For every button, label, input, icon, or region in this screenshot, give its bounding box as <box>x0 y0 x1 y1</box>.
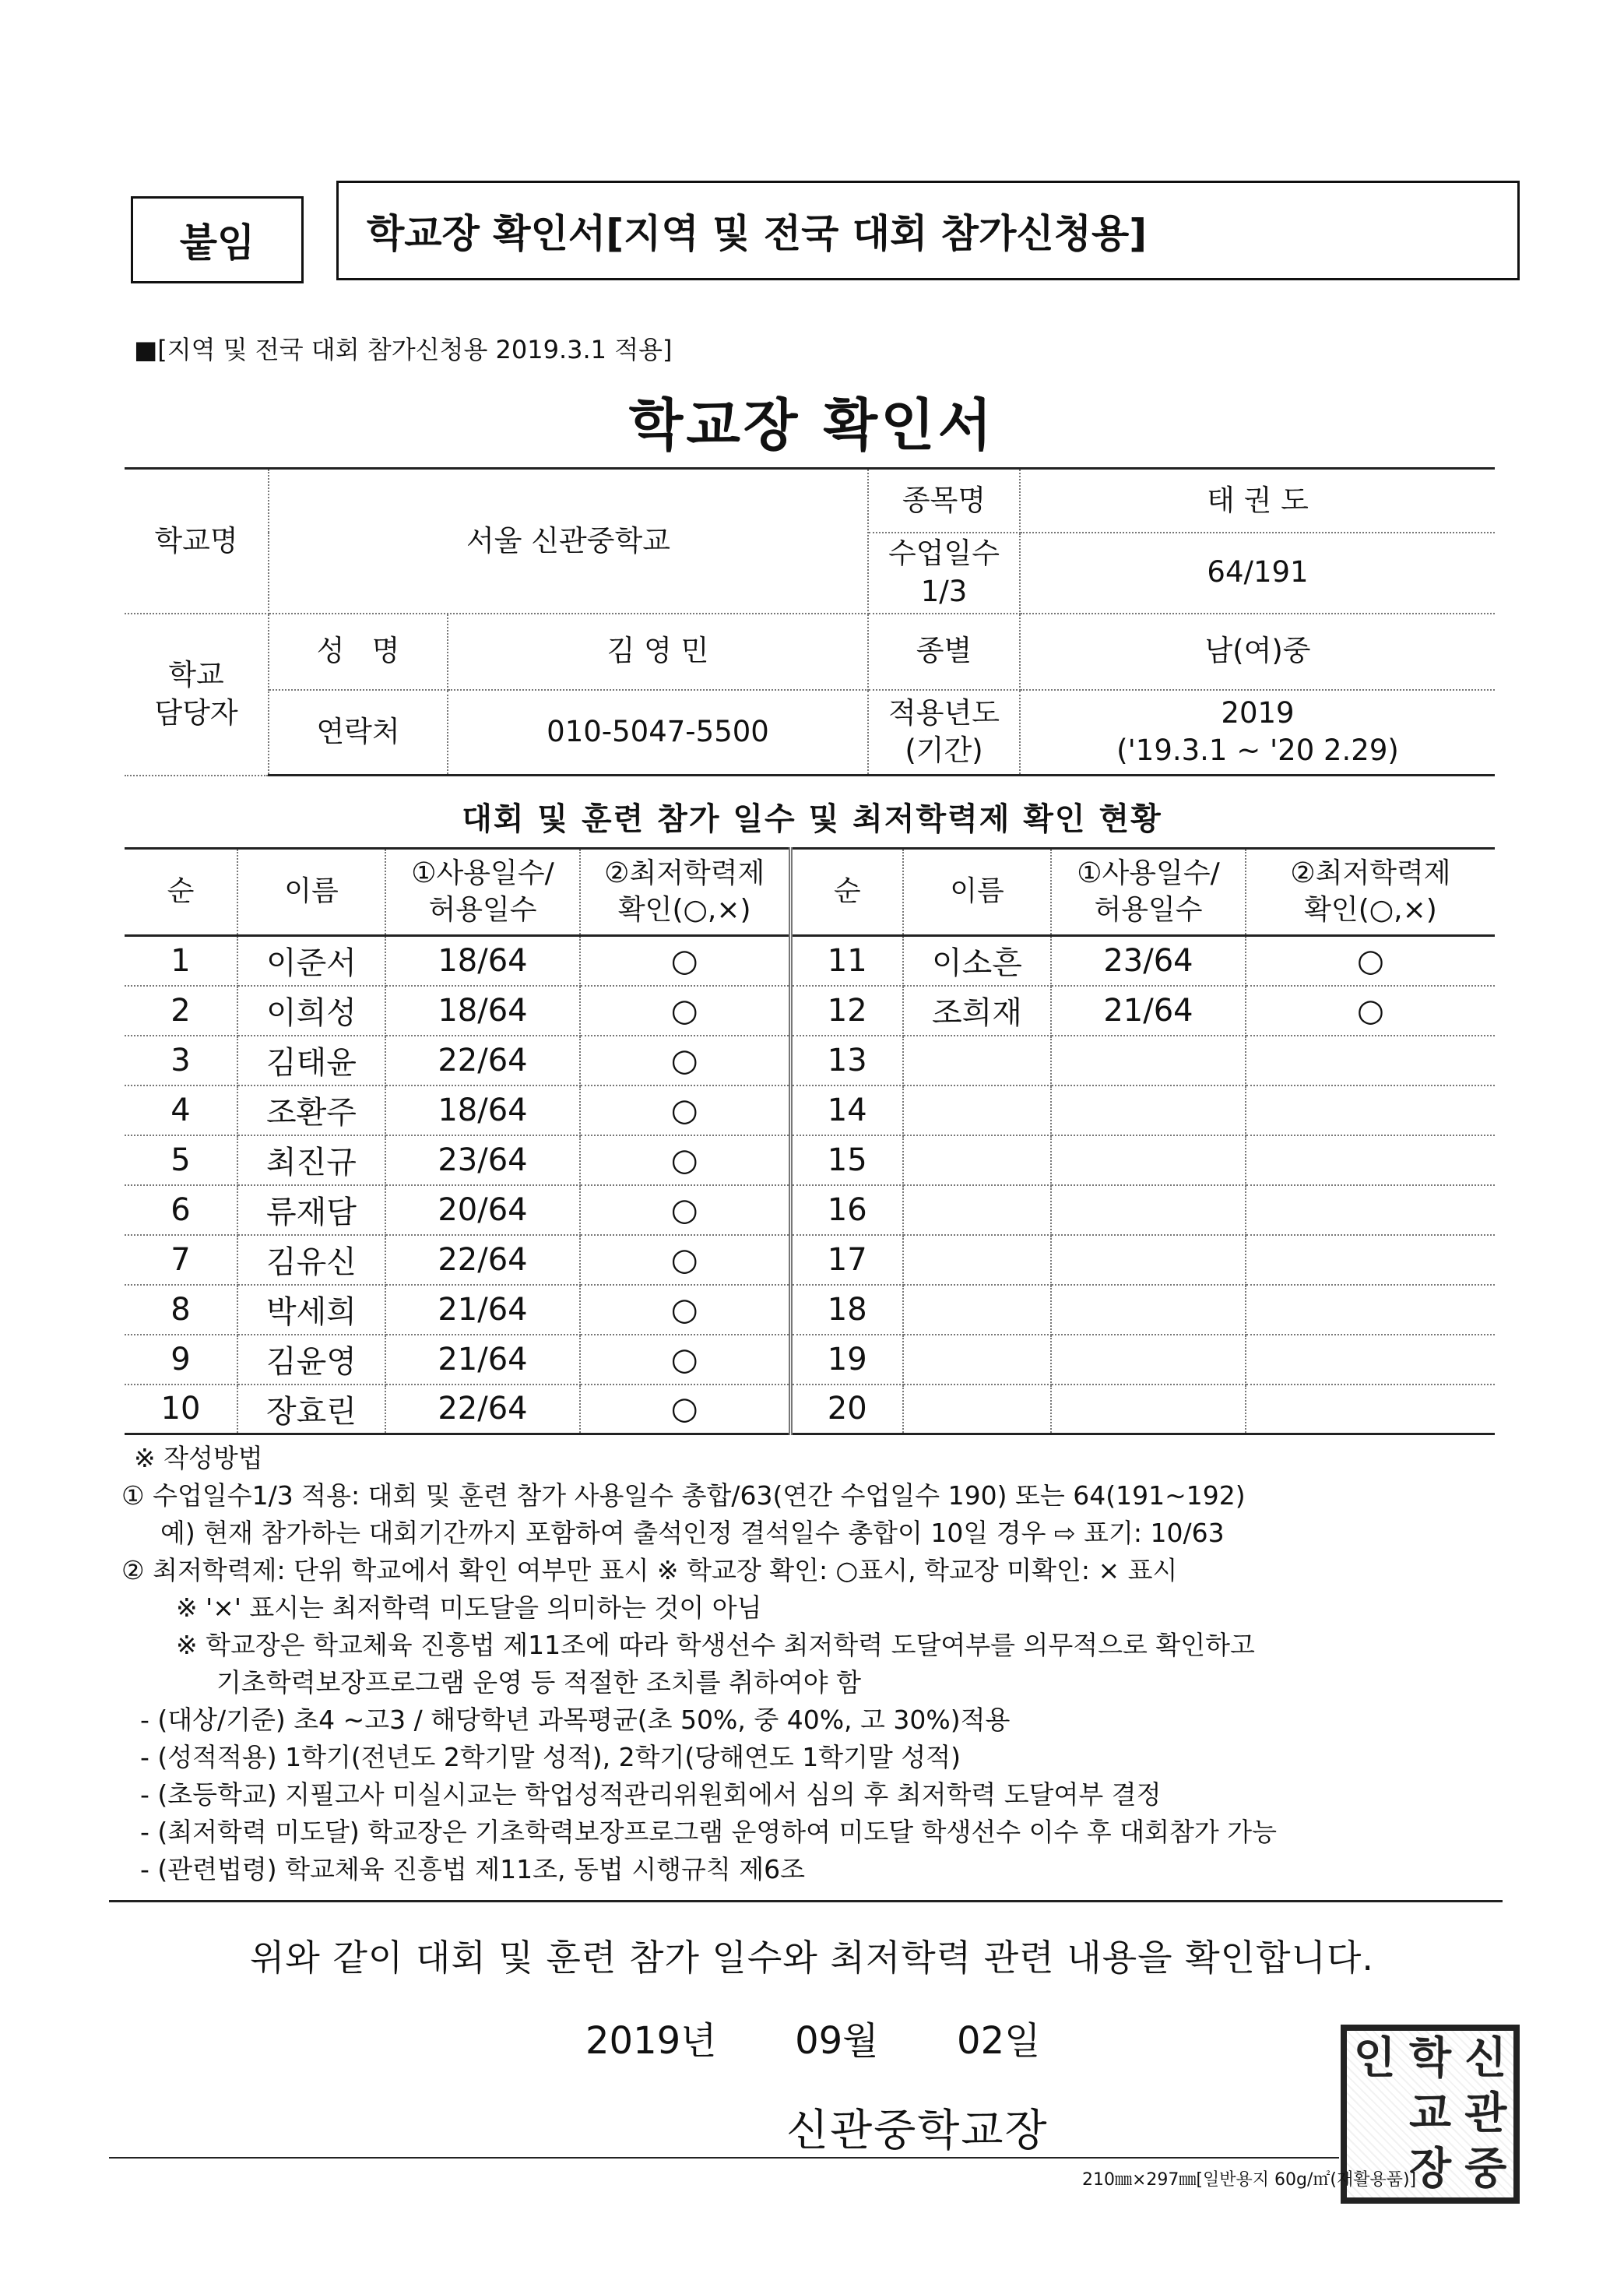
row-name-right <box>903 1135 1051 1185</box>
table-row <box>125 1135 1495 1185</box>
note-6: 기초학력보장프로그램 운영 등 적절한 조치를 취하여야 함 <box>216 1667 862 1698</box>
row-days: 18/64 <box>385 1085 580 1135</box>
year-label-line1: 적용년도 <box>888 696 1000 730</box>
row-name: 이준서 <box>237 936 385 986</box>
col-check-line2: 확인(○,×) <box>617 893 751 926</box>
table-row <box>125 1285 1495 1335</box>
table-row <box>125 1085 1495 1135</box>
row-name: 박세희 <box>237 1285 385 1335</box>
year-value-line1: 2019 <box>1221 696 1295 730</box>
contact-label: 연락처 <box>269 690 448 776</box>
row-days: 18/64 <box>385 986 580 1036</box>
table-row <box>125 986 1495 1036</box>
days-value: 64/191 <box>1020 533 1495 614</box>
school-label: 학교명 <box>125 469 269 614</box>
notes-heading: ※ 작성방법 <box>134 1443 263 1473</box>
signer: 신관중학교장 <box>786 2106 1049 2156</box>
header-title-box <box>336 181 1520 280</box>
col-used-2 <box>1051 849 1246 936</box>
seal-glyph <box>1347 2086 1402 2141</box>
name-label: 성 명 <box>269 614 448 690</box>
row-days-right: 21/64 <box>1051 986 1246 1036</box>
row-no: 1 <box>125 936 237 986</box>
manager-label-line1: 학교 <box>168 658 224 692</box>
row-no-right: 15 <box>790 1135 903 1185</box>
row-days: 21/64 <box>385 1285 580 1335</box>
row-check: ○ <box>580 1285 790 1335</box>
header-title: 학교장 확인서[지역 및 전국 대회 참가신청용] <box>367 211 1148 256</box>
row-no: 6 <box>125 1185 237 1235</box>
col-check-2 <box>1246 849 1495 936</box>
info-table <box>125 467 1495 776</box>
row-check: ○ <box>580 986 790 1036</box>
row-check-right <box>1246 1135 1495 1185</box>
table-row <box>125 1235 1495 1285</box>
row-check: ○ <box>580 936 790 986</box>
gender-value: 남(여)중 <box>1020 614 1495 690</box>
row-name-right: 조희재 <box>903 986 1051 1036</box>
row-no: 8 <box>125 1285 237 1335</box>
row-no: 4 <box>125 1085 237 1135</box>
seal-glyph: 인 <box>1353 2032 1396 2084</box>
row-no-right: 13 <box>790 1036 903 1085</box>
seal-glyph: 신 <box>1464 2032 1507 2084</box>
note-10: - (최저학력 미도달) 학교장은 기초학력보장프로그램 운영하여 미도달 학생선수 이수 후 대회참가 가능 <box>140 1817 1278 1847</box>
row-check-right: ○ <box>1246 936 1495 986</box>
year-label <box>868 690 1020 776</box>
col-used <box>385 849 580 936</box>
seal-glyph: 장 <box>1408 2144 1452 2195</box>
row-no-right: 20 <box>790 1385 903 1434</box>
manager-label-line2: 담당자 <box>154 695 238 730</box>
days-label-line1: 수업일수 <box>888 537 1000 571</box>
col-no-2: 순 <box>790 849 903 936</box>
note-8: - (성적적용) 1학기(전년도 2학기말 성적), 2학기(당해연도 1학기말 성적) <box>140 1742 961 1772</box>
row-check-right <box>1246 1085 1495 1135</box>
form-note: ■[지역 및 전국 대회 참가신청용 2019.3.1 적용] <box>134 335 673 364</box>
row-check: ○ <box>580 1085 790 1135</box>
row-no: 9 <box>125 1335 237 1385</box>
year-label-line2: (기간) <box>905 734 983 768</box>
row-no-right: 17 <box>790 1235 903 1285</box>
row-name: 조환주 <box>237 1085 385 1135</box>
section-title: 대회 및 훈련 참가 일수 및 최저학력제 확인 현황 <box>462 801 1162 837</box>
row-name: 이희성 <box>237 986 385 1036</box>
school-value: 서울 신관중학교 <box>269 469 868 614</box>
days-label <box>868 533 1020 614</box>
col-no: 순 <box>125 849 237 936</box>
seal-glyph: 중 <box>1464 2144 1507 2195</box>
table-row <box>125 1185 1495 1235</box>
row-days: 18/64 <box>385 936 580 986</box>
note-9: - (초등학교) 지필고사 미실시교는 학업성적관리위원회에서 심의 후 최저학력 도달여부 결정 <box>140 1779 1162 1810</box>
row-days-right <box>1051 1185 1246 1235</box>
table-row <box>125 1036 1495 1085</box>
days-label-line2: 1/3 <box>920 574 968 608</box>
note-2: 예) 현재 참가하는 대회기간까지 포함하여 출석인정 결석일수 총합이 10일 경우 ⇨ 표기: 10/63 <box>160 1518 1225 1548</box>
year-value <box>1020 690 1495 776</box>
row-no: 2 <box>125 986 237 1036</box>
col-check-2-line2: 확인(○,×) <box>1304 893 1437 926</box>
row-check: ○ <box>580 1185 790 1235</box>
note-5: ※ 학교장은 학교체육 진흥법 제11조에 따라 학생선수 최저학력 도달여부를 의무적으로 확인하고 <box>176 1630 1255 1660</box>
row-days-right <box>1051 1036 1246 1085</box>
paper-spec: 210㎜×297㎜[일반용지 60g/㎡(재활용품)] <box>1082 2170 1417 2190</box>
row-name-right <box>903 1036 1051 1085</box>
row-check-right <box>1246 1036 1495 1085</box>
row-days: 22/64 <box>385 1036 580 1085</box>
row-check-right <box>1246 1385 1495 1434</box>
note-4: ※ '×' 표시는 최저학력 미도달을 의미하는 것이 아님 <box>176 1592 762 1623</box>
participant-table <box>125 847 1495 1435</box>
row-check-right <box>1246 1185 1495 1235</box>
row-no-right: 18 <box>790 1285 903 1335</box>
document-title: 학교장 확인서 <box>628 392 996 458</box>
row-no-right: 14 <box>790 1085 903 1135</box>
note-11: - (관련법령) 학교체육 진흥법 제11조, 동법 시행규칙 제6조 <box>140 1854 805 1884</box>
row-name: 최진규 <box>237 1135 385 1185</box>
date-line <box>585 2011 1041 2064</box>
row-check: ○ <box>580 1235 790 1285</box>
date-day: 02일 <box>957 2019 1041 2063</box>
row-name: 김윤영 <box>237 1335 385 1385</box>
seal-glyph: 관 <box>1464 2088 1507 2139</box>
col-used-line1: ①사용일수/ <box>411 857 554 889</box>
table-row <box>125 1385 1495 1434</box>
col-check-line1: ②최저학력제 <box>604 857 765 889</box>
sport-label: 종목명 <box>868 469 1020 533</box>
row-no: 7 <box>125 1235 237 1285</box>
row-no-right: 12 <box>790 986 903 1036</box>
row-no-right: 11 <box>790 936 903 986</box>
row-name: 김유신 <box>237 1235 385 1285</box>
row-days: 21/64 <box>385 1335 580 1385</box>
table-row <box>125 1335 1495 1385</box>
row-days: 20/64 <box>385 1185 580 1235</box>
name-value: 김 영 민 <box>448 614 868 690</box>
row-check-right <box>1246 1285 1495 1335</box>
row-days: 22/64 <box>385 1235 580 1285</box>
row-days-right: 23/64 <box>1051 936 1246 986</box>
col-used-2-line1: ①사용일수/ <box>1077 857 1220 889</box>
row-days: 23/64 <box>385 1135 580 1185</box>
row-name-right <box>903 1335 1051 1385</box>
row-no: 10 <box>125 1385 237 1434</box>
row-name: 김태윤 <box>237 1036 385 1085</box>
row-days-right <box>1051 1335 1246 1385</box>
row-days-right <box>1051 1135 1246 1185</box>
row-check-right <box>1246 1235 1495 1285</box>
row-check: ○ <box>580 1135 790 1185</box>
row-name: 류재담 <box>237 1185 385 1235</box>
col-name: 이름 <box>237 849 385 936</box>
row-no-right: 19 <box>790 1335 903 1385</box>
col-name-2: 이름 <box>903 849 1051 936</box>
row-days-right <box>1051 1085 1246 1135</box>
date-year: 2019년 <box>585 2019 717 2063</box>
row-days: 22/64 <box>385 1385 580 1434</box>
confirm-text: 위와 같이 대회 및 훈련 참가 일수와 최저학력 관련 내용을 확인합니다. <box>249 1937 1375 1979</box>
row-check: ○ <box>580 1385 790 1434</box>
notes-divider <box>109 1900 1503 1902</box>
date-month: 09월 <box>795 2019 879 2063</box>
note-3: ② 최저학력제: 단위 학교에서 확인 여부만 표시 ※ 학교장 확인: ○표시, 학교장 미확인: × 표시 <box>121 1555 1178 1585</box>
contact-value: 010-5047-5500 <box>448 690 868 776</box>
note-7: - (대상/기준) 초4 ~고3 / 해당학년 과목평균(초 50%, 중 40%, 고 30%)적용 <box>140 1705 1011 1735</box>
row-name-right <box>903 1385 1051 1434</box>
attachment-label-box <box>131 196 304 283</box>
row-name-right <box>903 1235 1051 1285</box>
year-value-line2: ('19.3.1 ~ '20 2.29) <box>1116 734 1399 768</box>
row-name-right: 이소흔 <box>903 936 1051 986</box>
row-days-right <box>1051 1385 1246 1434</box>
row-name: 장효린 <box>237 1385 385 1434</box>
seal-glyph: 교 <box>1408 2088 1452 2139</box>
row-check-right: ○ <box>1246 986 1495 1036</box>
row-name-right <box>903 1185 1051 1235</box>
row-no-right: 16 <box>790 1185 903 1235</box>
col-used-2-line2: 허용일수 <box>1094 893 1203 926</box>
col-check-2-line1: ②최저학력제 <box>1290 857 1451 889</box>
sport-value: 태 권 도 <box>1020 469 1495 533</box>
col-used-line2: 허용일수 <box>428 893 537 926</box>
attachment-label: 붙임 <box>179 220 255 266</box>
row-check-right <box>1246 1335 1495 1385</box>
note-1: ① 수업일수1/3 적용: 대회 및 훈련 참가 사용일수 총합/63(연간 수업일수 190) 또는 64(191~192) <box>121 1480 1246 1511</box>
bottom-divider <box>109 2157 1339 2159</box>
row-days-right <box>1051 1235 1246 1285</box>
seal-glyph: 학 <box>1408 2032 1452 2084</box>
col-check <box>580 849 790 936</box>
row-check: ○ <box>580 1036 790 1085</box>
row-check: ○ <box>580 1335 790 1385</box>
table-row <box>125 936 1495 986</box>
row-no: 3 <box>125 1036 237 1085</box>
row-name-right <box>903 1285 1051 1335</box>
row-no: 5 <box>125 1135 237 1185</box>
row-name-right <box>903 1085 1051 1135</box>
gender-label: 종별 <box>868 614 1020 690</box>
row-days-right <box>1051 1285 1246 1335</box>
manager-label <box>125 614 269 776</box>
